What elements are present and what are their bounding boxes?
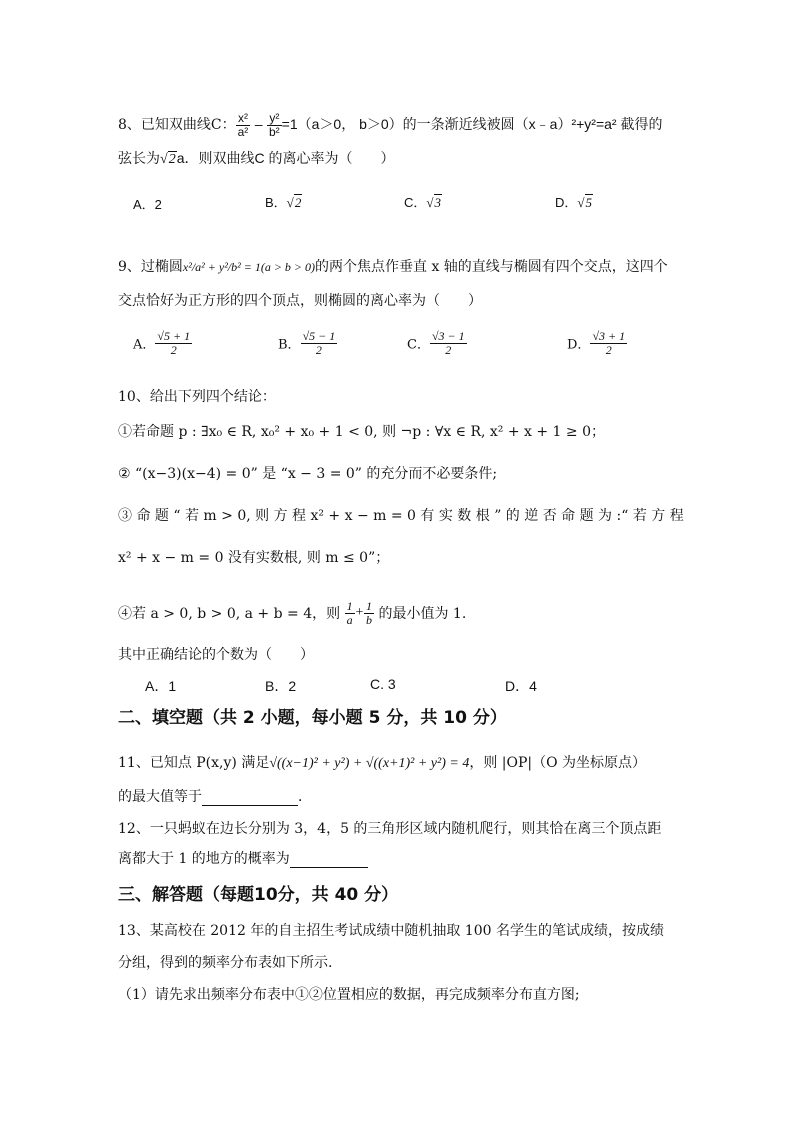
q10-option-a[interactable]: A．1 (145, 678, 177, 694)
q9-line1: 9、过椭圆x²/a² + y²/b² = 1(a > b > 0)的两个焦点作垂直 x 轴的直线与椭圆有四个交点，这四个 (118, 259, 668, 275)
section-2-heading: 二、填空题（共 2 小题，每小题 5 分，共 10 分） (118, 708, 507, 728)
q12-line2: 离都大于 1 的地方的概率为 (118, 848, 368, 868)
q9-option-d[interactable]: D． $\frac{√3 + 1}{2}$ (567, 329, 626, 357)
q12-answer-blank[interactable] (290, 853, 368, 868)
q9-option-c[interactable]: C． $\frac{√3 - 1}{2}$ (407, 329, 465, 357)
q9-option-a[interactable]: A． $\frac{√5 + 1}{2}$ (133, 329, 191, 357)
q8-line1: 8、已知双曲线C： $\frac{\text{x²}}{\text{a²}}$ – $\frac{\text{y²}}{\text{b²}}$ =1（a＞0， b＞0）的一条渐近线被圆（x﹣a）²+y²=a² 截得的 (118, 111, 663, 139)
q10-option-b[interactable]: B．2 (265, 678, 297, 694)
q10-title: 10、给出下列四个结论： (118, 389, 276, 405)
q8-y-fraction: $\frac{\text{y²}}{\text{b²}}$ (269, 111, 280, 139)
q10-fraction-1a: $\frac{1}{a}$ (346, 599, 353, 627)
q8-x-fraction: $\frac{\text{x²}}{\text{a²}}$ (237, 111, 249, 139)
q8-line2: 弦长为√2a．则双曲线C 的离心率为（ ） (118, 150, 395, 167)
q13-line2: 分组，得到的频率分布表如下所示. (118, 955, 333, 971)
q11-line1: 11、已知点 P(x,y) 满足√((x−1)² + y²) + √((x+1)² + y²) = 4，则 |OP|（O 为坐标原点） (118, 755, 647, 771)
q9-line2: 交点恰好为正方形的四个顶点，则椭圆的离心率为（ ） (118, 293, 482, 309)
q11-equation: √((x−1)² + y²) + √((x+1)² + y²) = 4 (269, 756, 470, 771)
q11-line2: 的最大值等于 ． (118, 789, 312, 805)
q10-fraction-1b: $\frac{1}{b}$ (366, 599, 373, 627)
q9-option-b[interactable]: B． $\frac{√5 - 1}{2}$ (278, 329, 336, 357)
q8-option-b[interactable]: B．√2 (265, 195, 302, 210)
q10-option-c[interactable]: C. 3 (370, 676, 396, 692)
q10-statement-3b: x² + x − m = 0 没有实数根, 则 m ≤ 0”； (118, 550, 390, 566)
q8-option-c[interactable]: C．√3 (404, 195, 442, 210)
q10-statement-4: ④若 a > 0, b > 0, a + b = 4，则 $\frac{1}{a}$ + $\frac{1}{b}$ 的最小值为 1. (118, 599, 467, 627)
q10-question: 其中正确结论的个数为（ ） (118, 647, 314, 663)
q10-statement-1: ①若命题 p : ∃x₀ ∈ R, x₀² + x₀ + 1 < 0, 则 ¬p : ∀x ∈ R, x² + x + 1 ≥ 0； (118, 424, 605, 440)
q10-statement-2: ② “(x−3)(x−4) = 0” 是 “x − 3 = 0” 的充分而不必要条件; (118, 466, 498, 482)
section-3-heading: 三、解答题（每题10分，共 40 分） (118, 885, 399, 905)
q10-option-d[interactable]: D．4 (505, 678, 537, 694)
q8-option-a[interactable]: A．2 (133, 197, 162, 212)
q12-line1: 12、一只蚂蚁在边长分别为 3，4，5 的三角形区域内随机爬行，则其恰在离三个顶点距 (118, 821, 662, 837)
q9-ellipse-equation: x²/a² + y²/b² = 1(a > b > 0) (182, 260, 316, 274)
q13-line1: 13、某高校在 2012 年的自主招生考试成绩中随机抽取 100 名学生的笔试成绩，按成绩 (118, 923, 664, 939)
q10-statement-3a: ③ 命 题 “ 若 m > 0, 则 方 程 x² + x − m = 0 有 实 数 根 ” 的 逆 否 命 题 为 :“ 若 方 程 (118, 508, 684, 524)
q8-option-d[interactable]: D．√5 (555, 195, 593, 210)
q11-answer-blank[interactable] (202, 791, 298, 806)
q13-sub1: （1）请先求出频率分布表中①②位置相应的数据，再完成频率分布直方图; (118, 987, 580, 1003)
